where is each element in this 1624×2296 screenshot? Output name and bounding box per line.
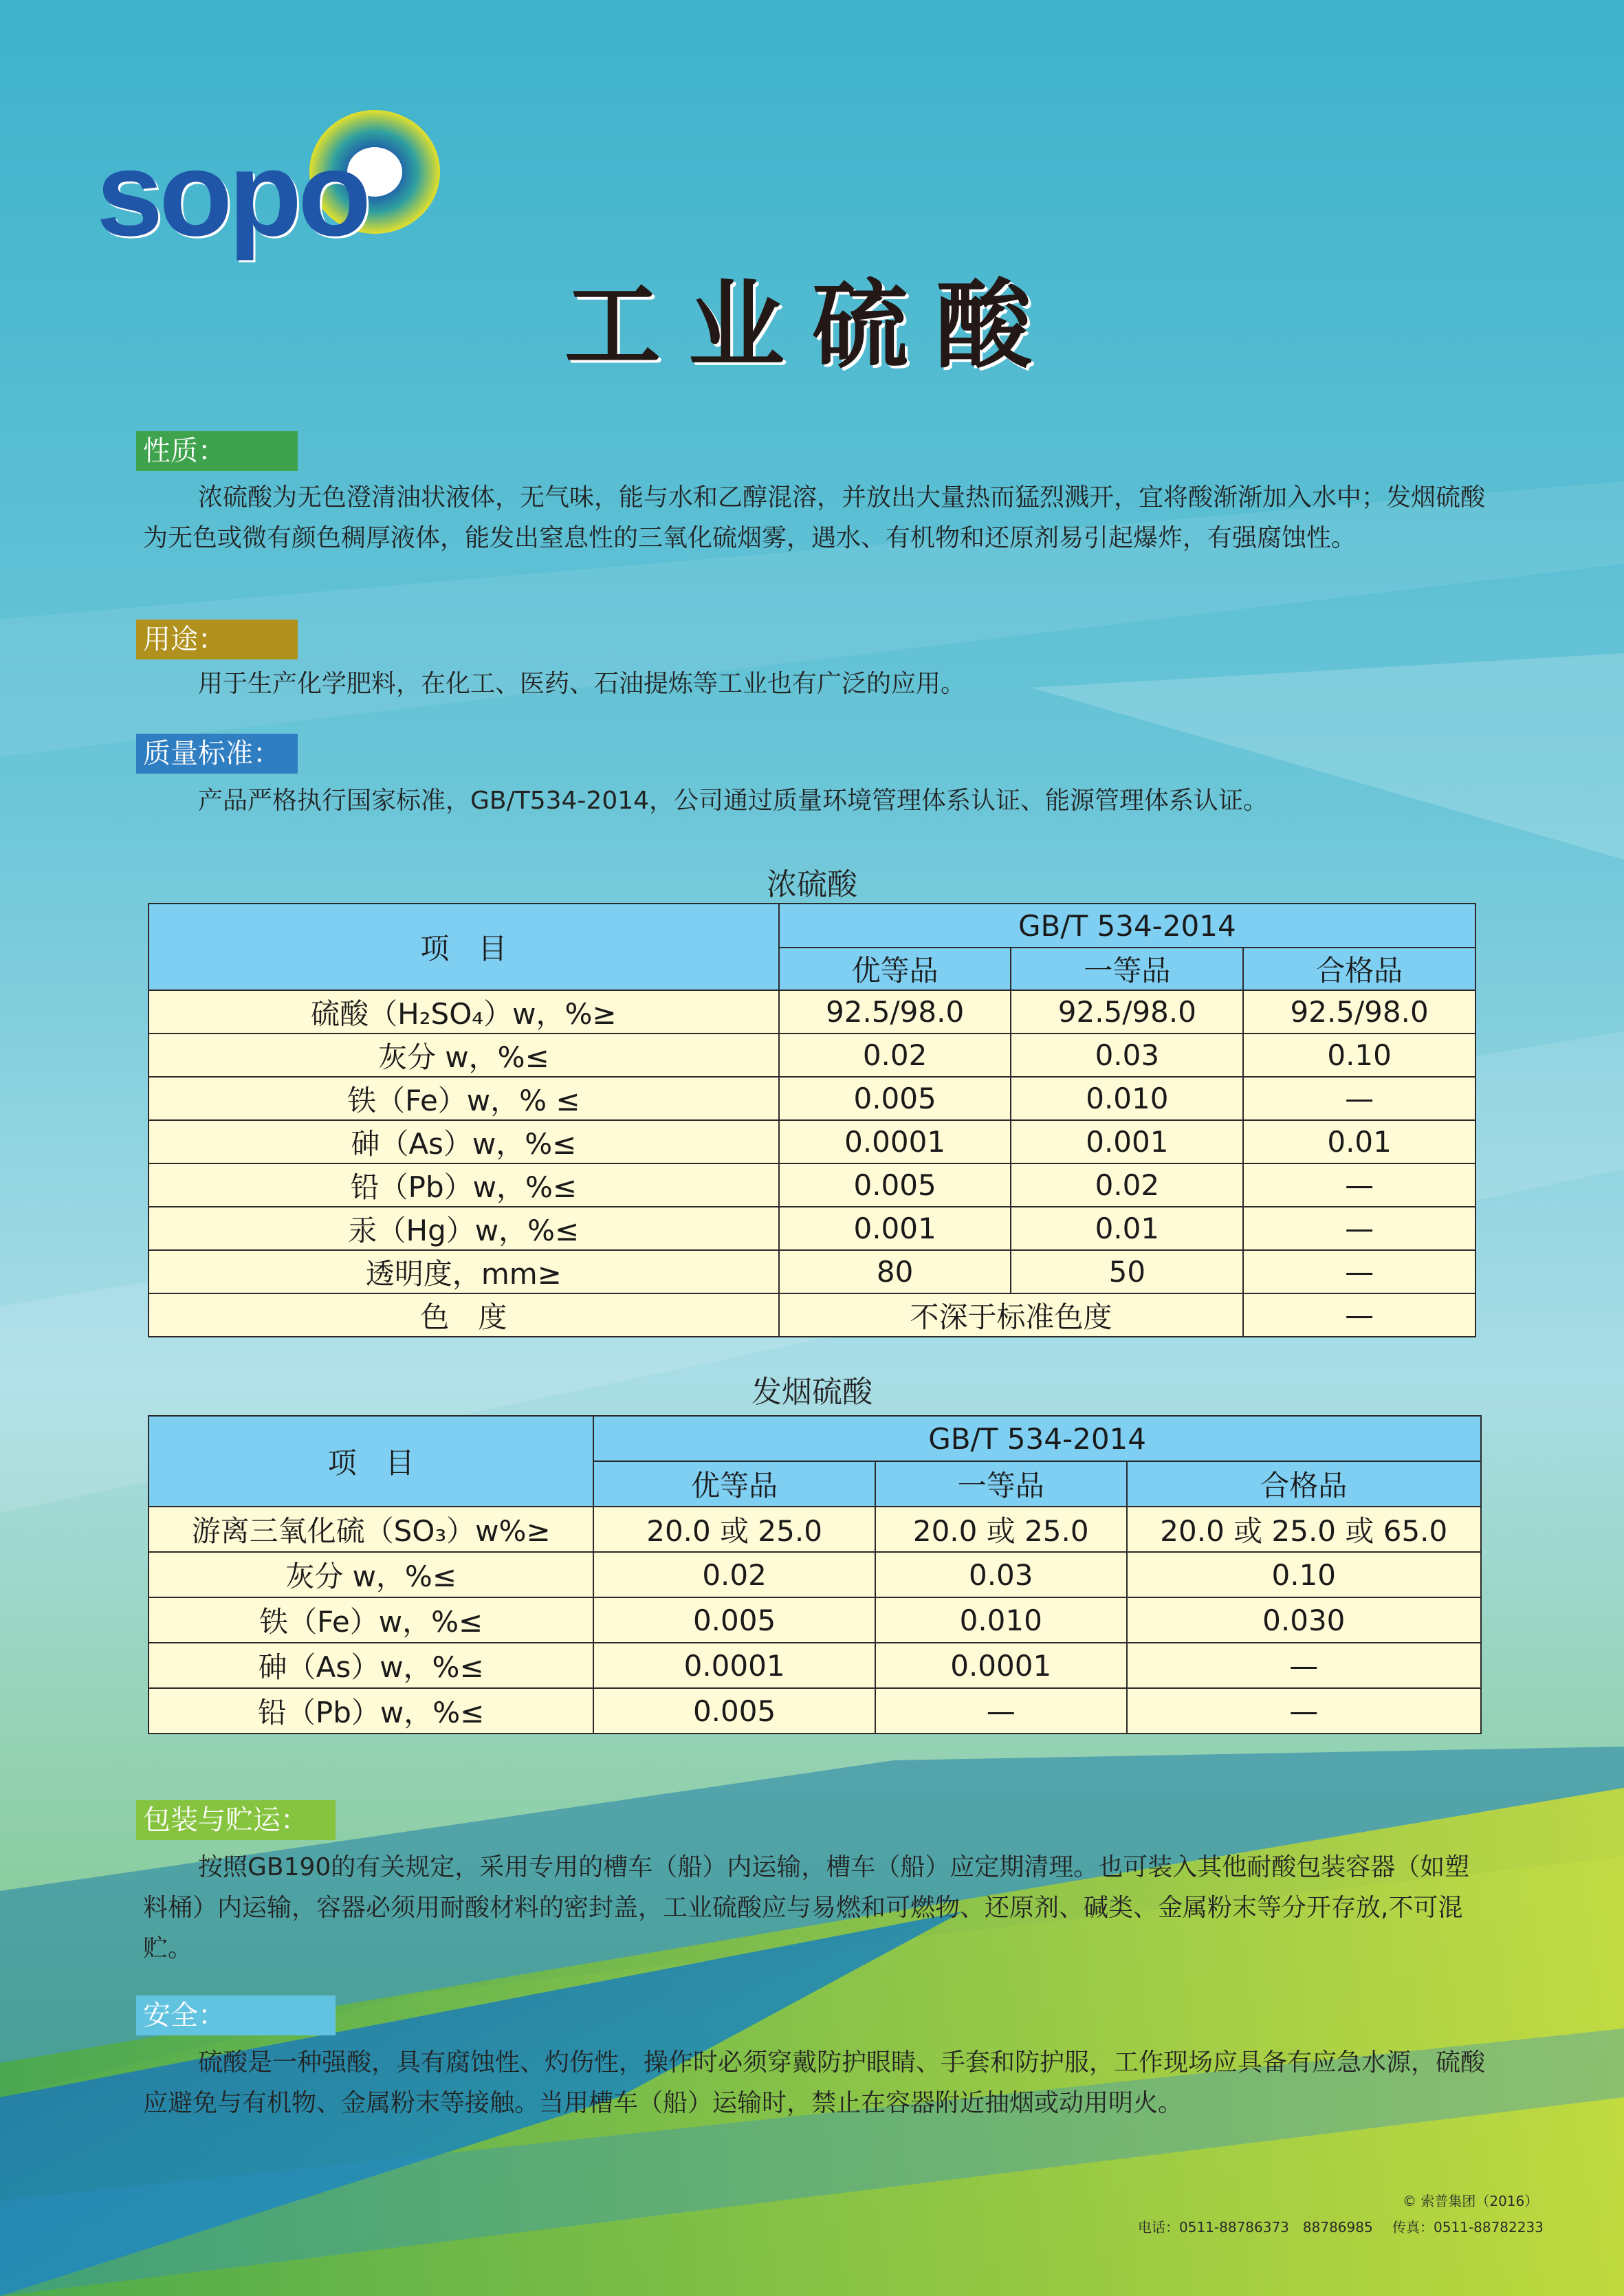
row-item: 铅（Pb）w，%≤ bbox=[149, 1688, 593, 1734]
cell: 80 bbox=[779, 1250, 1011, 1293]
table1-item-header: 项 目 bbox=[149, 904, 779, 990]
table-row bbox=[149, 1597, 1481, 1643]
table-row bbox=[149, 1507, 1481, 1552]
row-item: 砷（As）w，%≤ bbox=[149, 1120, 779, 1163]
cell: 92.5/98.0 bbox=[1011, 990, 1243, 1034]
packaging-text: 按照GB190的有关规定，采用专用的槽车（船）内运输，槽车（船）应定期清理。也可装入其他耐酸包装容器（如塑料桶）内运输，容器必须用耐酸材料的密封盖，工业硫酸应与易燃和可燃物、还原剂、碱类、金属粉末等分开存放,不可混贮。 bbox=[143, 1853, 1470, 1962]
table1-caption: 浓硫酸 bbox=[767, 867, 857, 902]
page-title: 工业硫酸 bbox=[564, 270, 1060, 382]
cell: — bbox=[1127, 1643, 1481, 1688]
table1-standard: GB/T 534-2014 bbox=[779, 904, 1475, 948]
row-item: 铁（Fe）w，% ≤ bbox=[149, 1077, 779, 1120]
cell: 0.005 bbox=[779, 1077, 1011, 1120]
table-row bbox=[149, 1120, 1475, 1163]
table2-standard: GB/T 534-2014 bbox=[593, 1416, 1481, 1461]
cell: 0.001 bbox=[1011, 1120, 1243, 1163]
table1-grade: 合格品 bbox=[1243, 948, 1475, 990]
cell: 20.0 或 25.0 或 65.0 bbox=[1127, 1507, 1481, 1552]
row-item: 游离三氧化硫（SO₃）w%≥ bbox=[149, 1507, 593, 1552]
table-row bbox=[149, 1034, 1475, 1077]
row-item: 铅（Pb）w，%≤ bbox=[149, 1163, 779, 1207]
cell: — bbox=[1243, 1250, 1475, 1293]
cell: 92.5/98.0 bbox=[779, 990, 1011, 1034]
cell: 0.010 bbox=[1011, 1077, 1243, 1120]
cell: 0.0001 bbox=[875, 1643, 1127, 1688]
cell: 0.03 bbox=[875, 1552, 1127, 1597]
table-row bbox=[149, 990, 1475, 1034]
cell: 0.10 bbox=[1127, 1552, 1481, 1597]
cell: 20.0 或 25.0 bbox=[593, 1507, 875, 1552]
section-label-uses: 用途： bbox=[136, 620, 298, 659]
safety-text: 硫酸是一种强酸，具有腐蚀性、灼伤性，操作时必须穿戴防护眼睛、手套和防护服，工作现场应具备有应急水源，硫酸应避免与有机物、金属粉末等接触。当用槽车（船）运输时，禁止在容器附近抽烟或动用明火。 bbox=[143, 2048, 1486, 2117]
properties-text: 浓硫酸为无色澄清油状液体，无气味，能与水和乙醇混溶，并放出大量热而猛烈溅开，宜将酸渐渐加入水中；发烟硫酸为无色或微有颜色稠厚液体，能发出窒息性的三氧化硫烟雾，遇水、有机物和还原剂易引起爆炸，有强腐蚀性。 bbox=[143, 483, 1486, 552]
table2-caption: 发烟硫酸 bbox=[751, 1375, 873, 1410]
cell: — bbox=[1243, 1077, 1475, 1120]
row-item: 砷（As）w，%≤ bbox=[149, 1643, 593, 1688]
section-label-quality: 质量标准： bbox=[136, 734, 298, 774]
table-row bbox=[149, 1552, 1481, 1597]
footer-phone: 电话：0511-88786373 88786985 bbox=[1138, 2219, 1373, 2235]
table-row bbox=[149, 1643, 1481, 1688]
row-item: 硫酸（H₂SO₄）w，%≥ bbox=[149, 990, 779, 1034]
cell: 92.5/98.0 bbox=[1243, 990, 1475, 1034]
cell: 0.02 bbox=[779, 1034, 1011, 1077]
cell: — bbox=[1127, 1688, 1481, 1734]
cell: 20.0 或 25.0 bbox=[875, 1507, 1127, 1552]
table-row bbox=[149, 1250, 1475, 1293]
row-item: 透明度，mm≥ bbox=[149, 1250, 779, 1293]
footer-fax: 传真：0511-88782233 bbox=[1392, 2219, 1544, 2235]
table-row bbox=[149, 1163, 1475, 1207]
quality-text: 产品严格执行国家标准，GB/T534-2014，公司通过质量环境管理体系认证、能源管理体系认证。 bbox=[198, 787, 1269, 815]
cell: 0.01 bbox=[1011, 1207, 1243, 1250]
cell: 0.005 bbox=[593, 1688, 875, 1734]
row-item: 色 度 bbox=[149, 1293, 779, 1337]
cell-merged: 不深于标准色度 bbox=[779, 1293, 1244, 1337]
cell: 0.001 bbox=[779, 1207, 1011, 1250]
table2-item-header: 项 目 bbox=[149, 1416, 593, 1507]
cell: 0.01 bbox=[1243, 1120, 1475, 1163]
cell: 0.10 bbox=[1243, 1034, 1475, 1077]
table2-grade: 优等品 bbox=[593, 1461, 875, 1507]
table-row bbox=[149, 1207, 1475, 1250]
table2-grade: 一等品 bbox=[875, 1461, 1127, 1507]
cell: — bbox=[875, 1688, 1127, 1734]
footer-copyright: © 索普集团（2016） bbox=[1403, 2193, 1539, 2209]
table-row bbox=[149, 1293, 1475, 1337]
cell: 0.005 bbox=[593, 1597, 875, 1643]
uses-text: 用于生产化学肥料，在化工、医药、石油提炼等工业也有广泛的应用。 bbox=[198, 670, 966, 698]
cell: 0.02 bbox=[1011, 1163, 1243, 1207]
table-fuming-sulfuric-acid bbox=[148, 1415, 1482, 1734]
section-label-safety: 安全： bbox=[136, 1996, 336, 2035]
table-row bbox=[149, 1688, 1481, 1734]
section-label-properties: 性质： bbox=[136, 431, 298, 471]
cell: 0.0001 bbox=[779, 1120, 1011, 1163]
cell: — bbox=[1243, 1293, 1475, 1337]
company-logo: sopo bbox=[96, 127, 368, 261]
table1-grade: 优等品 bbox=[779, 948, 1011, 990]
row-item: 铁（Fe）w，%≤ bbox=[149, 1597, 593, 1643]
cell: 0.010 bbox=[875, 1597, 1127, 1643]
cell: 0.02 bbox=[593, 1552, 875, 1597]
cell: — bbox=[1243, 1207, 1475, 1250]
cell: 0.005 bbox=[779, 1163, 1011, 1207]
cell: 0.030 bbox=[1127, 1597, 1481, 1643]
row-item: 汞（Hg）w，%≤ bbox=[149, 1207, 779, 1250]
row-item: 灰分 w，%≤ bbox=[149, 1552, 593, 1597]
cell: 50 bbox=[1011, 1250, 1243, 1293]
table-concentrated-sulfuric-acid bbox=[148, 903, 1476, 1337]
table2-grade: 合格品 bbox=[1127, 1461, 1481, 1507]
table1-grade: 一等品 bbox=[1011, 948, 1243, 990]
section-label-packaging: 包装与贮运： bbox=[136, 1800, 336, 1840]
cell: 0.0001 bbox=[593, 1643, 875, 1688]
table-row bbox=[149, 1077, 1475, 1120]
row-item: 灰分 w，%≤ bbox=[149, 1034, 779, 1077]
cell: 0.03 bbox=[1011, 1034, 1243, 1077]
cell: — bbox=[1243, 1163, 1475, 1207]
